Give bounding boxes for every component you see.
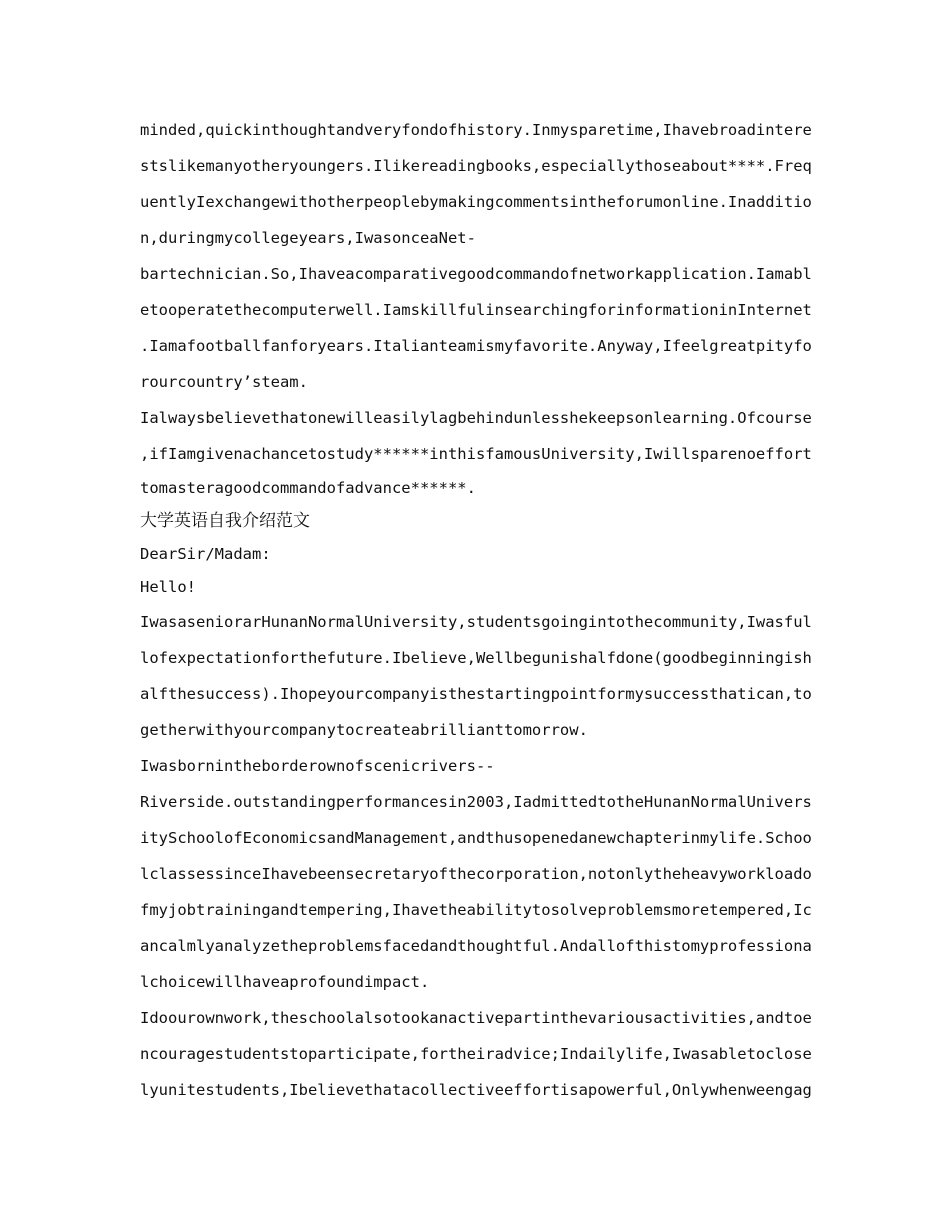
text-line: lchoicewillhaveaprofoundimpact. [140,973,430,991]
text-line: uentlyIexchangewithotherpeoplebymakingcommentsintheforumonline.Inadditio [140,193,812,211]
text-line: minded,quickinthoughtandveryfondofhistory.Inmysparetime,Ihavebroadintere [140,121,812,139]
text-line: lyunitestudents,Ibelievethatacollectiveeffortisapowerful,Onlywhenweengag [140,1081,812,1099]
text-line: lclassessinceIhavebeensecretaryofthecorporation,notonlytheheavyworkloado [140,865,812,883]
text-line: n,duringmycollegeyears,IwasonceaNet- [140,229,476,247]
text-line: Riverside.outstandingperformancesin2003,IadmittedtotheHunanNormalUnivers [140,793,812,811]
text-line: getherwithyourcompanytocreateabrillianttomorrow. [140,721,588,739]
text-line: etooperatethecomputerwell.IamskillfulinsearchingforinformationinInternet [140,301,812,319]
document-page [140,112,812,1108]
text-line: IwasaseniorarHunanNormalUniversity,studentsgoingintothecommunity,Iwasful [140,613,812,631]
text-line: tomasteragoodcommandofadvance******. [140,479,476,497]
text-line: ,ifIamgivenachancetostudy******inthisfamousUniversity,Iwillsparenoeffort [140,445,812,463]
greeting: Hello! [140,578,196,596]
text-line: stslikemanyotheryoungers.Ilikereadingbooks,especiallythoseabout****.Freq [140,157,812,175]
section-heading: 大学英语自我介绍范文 [140,511,310,531]
text-line: .Iamafootballfanforyears.Italianteamismyfavorite.Anyway,Ifeelgreatpityfo [140,337,812,355]
text-line: ancalmlyanalyzetheproblemsfacedandthoughtful.Andallofthistomyprofessiona [140,937,812,955]
text-line: rourcountry’steam. [140,373,308,391]
text-line: lofexpectationforthefuture.Ibelieve,Wellbegunishalfdone(goodbeginningish [140,649,812,667]
text-line: bartechnician.So,Ihaveacomparativegoodcommandofnetworkapplication.Iamabl [140,265,812,283]
text-line: alfthesuccess).Ihopeyourcompanyisthestartingpointformysuccessthatican,to [140,685,812,703]
text-line: Iwasbornintheborderownofscenicrivers-- [140,757,495,775]
salutation: DearSir/Madam: [140,545,271,563]
text-line: Idoourownwork,theschoolalsotookanactivepartinthevariousactivities,andtoe [140,1009,812,1027]
text-line: fmyjobtrainingandtempering,Ihavetheabilitytosolveproblemsmoretempered,Ic [140,901,812,919]
text-line: itySchoolofEconomicsandManagement,andthusopenedanewchapterinmylife.Schoo [140,829,812,847]
text-line: ncouragestudentstoparticipate,fortheiradvice;Indailylife,Iwasabletoclose [140,1045,812,1063]
text-line: Ialwaysbelievethatonewilleasilylagbehindunlesshekeepsonlearning.Ofcourse [140,409,812,427]
